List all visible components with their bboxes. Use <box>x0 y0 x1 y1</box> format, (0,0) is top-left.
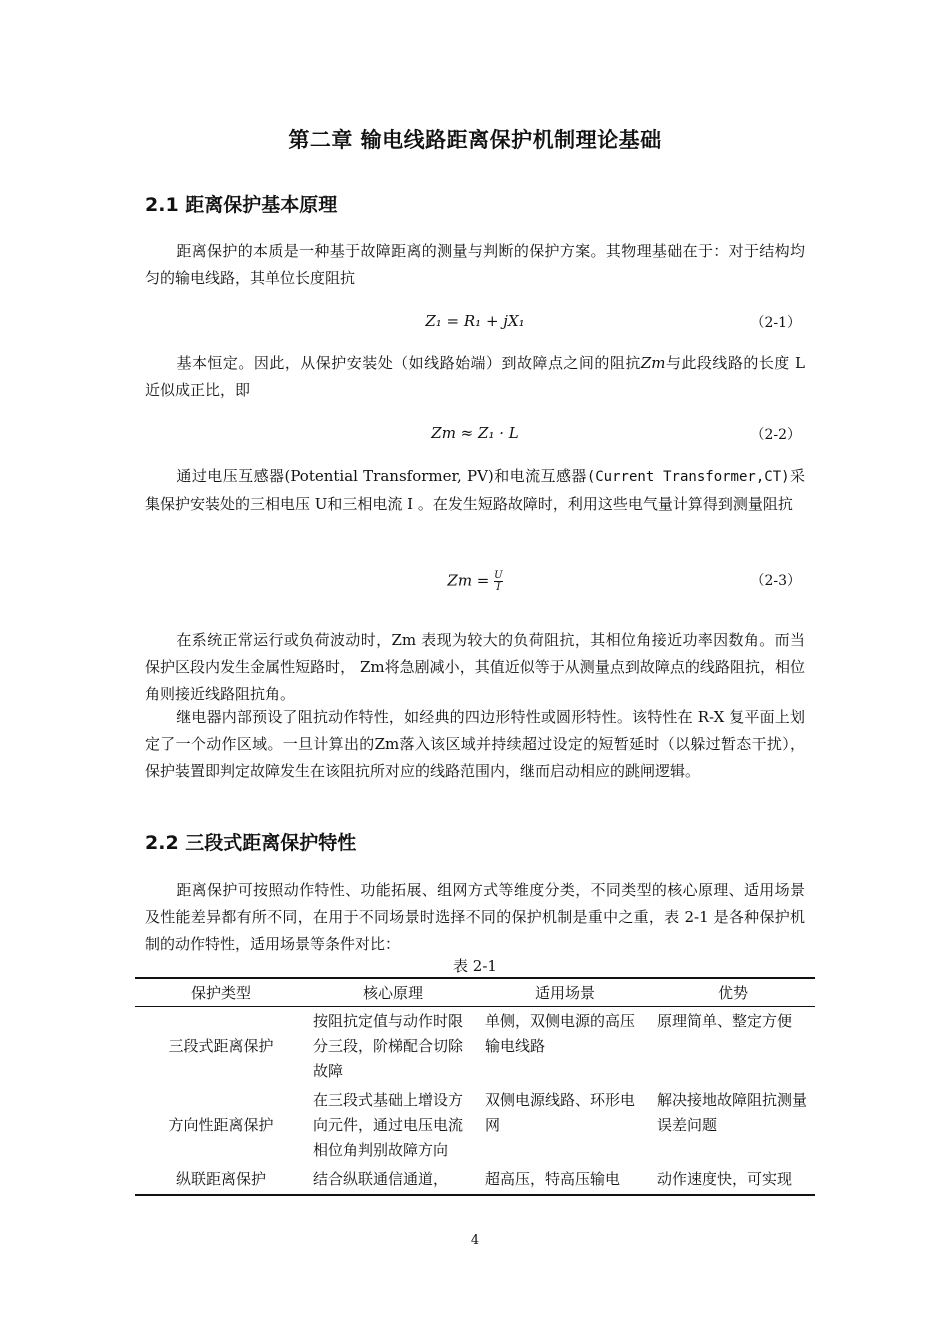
column-header: 核心原理 <box>307 978 479 1007</box>
table-cell: 按阻抗定值与动作时限分三段，阶梯配合切除故障 <box>313 1012 464 1080</box>
page-number: 4 <box>470 1233 480 1248</box>
paragraph <box>145 704 805 785</box>
paragraph <box>145 463 805 518</box>
chapter-title: 第二章 输电线路距离保护机制理论基础 <box>288 128 662 152</box>
column-header: 优势 <box>651 978 815 1007</box>
paragraph <box>145 238 805 292</box>
fraction <box>494 570 502 593</box>
equation-lhs: Zm = <box>447 571 490 590</box>
paragraph-text: 距离保护可按照动作特性、功能拓展、组网方式等维度分类，不同类型的核心原理、适用场景及性能差异都有所不同，在用于不同场景时选择不同的保护机制是重中之重，表 2-1 是各种保护机制的动作特性，适用场景等条件对比： <box>145 881 805 953</box>
equation-2-3 <box>145 570 805 600</box>
paragraph-text: 采集保护安装处的三相电压 U和三相电流 I 。在发生短路故障时，利用这些电气量计算得到测量阻抗 <box>145 467 805 513</box>
equation-number: （2-3） <box>750 573 801 589</box>
paragraph-text: 基本恒定。因此，从保护安装处（如线路始端）到故障点之间的阻抗 <box>176 354 641 372</box>
table-cell: 解决接地故障阻抗测量误差问题 <box>657 1091 808 1134</box>
table-row <box>135 1007 815 1087</box>
paragraph-text: 距离保护的本质是一种基于故障距离的测量与判断的保护方案。其物理基础在于：对于结构均匀的输电线路，其单位长度阻抗 <box>145 242 805 287</box>
symbol-zm: Zm <box>640 354 666 372</box>
equation-2-1 <box>145 312 805 342</box>
paragraph <box>145 350 805 404</box>
table-row <box>135 1165 815 1195</box>
paragraph-text: 在系统正常运行或负荷波动时，Zm 表现为较大的负荷阻抗，其相位角接近功率因数角。而当保护区段内发生金属性短路时， Zm将急剧减小，其值近似等于从测量点到故障点的线路阻抗，相位角则接近线路阻抗角。 <box>145 631 805 703</box>
section-title-2-2: 2.2 三段式距离保护特性 <box>145 832 357 854</box>
equation-2-2 <box>145 424 805 454</box>
paragraph <box>145 877 805 958</box>
table-cell: 结合纵联通信通道， <box>307 1165 479 1195</box>
table-cell: 超高压，特高压输电 <box>479 1165 651 1195</box>
equation-formula <box>145 570 805 593</box>
paragraph-text: (Current Transformer,CT) <box>586 469 790 485</box>
fraction-numerator: U <box>494 570 503 581</box>
paragraph <box>145 627 805 708</box>
table-cell: 纵联距离保护 <box>135 1165 307 1195</box>
equation-number: （2-1） <box>750 315 801 331</box>
table-cell: 单侧，双侧电源的高压输电线路 <box>485 1012 636 1055</box>
equation-number: （2-2） <box>750 427 801 443</box>
table-cell: 方向性距离保护 <box>168 1116 274 1134</box>
table-cell: 动作速度快，可实现 <box>651 1165 815 1195</box>
table-caption: 表 2-1 <box>453 957 497 975</box>
paragraph-text: 继电器内部预设了阻抗动作特性，如经典的四边形特性或圆形特性。该特性在 R-X 复平面上划定了一个动作区域。一旦计算出的Zm落入该区域并持续超过设定的短暂延时（以躲过暂态干扰），保护装置即判定故障发生在该阻抗所对应的线路范围内，继而启动相应的跳闸逻辑。 <box>145 708 805 780</box>
table-row <box>135 1086 815 1165</box>
table-cell: 原理简单、整定方便 <box>657 1012 793 1030</box>
equation-formula: Z₁ = R₁ + jX₁ <box>425 312 525 330</box>
comparison-table <box>135 977 815 1196</box>
table-cell: 双侧电源线路、环形电网 <box>485 1091 636 1134</box>
paragraph-text: 通过电压互感器(Potential Transformer, PV)和电流互感器 <box>176 467 587 485</box>
paragraph-text: 与此段线路的长度 L 近似成正比，即 <box>145 354 805 399</box>
table-cell: 在三段式基础上增设方向元件，通过电压电流相位角判别故障方向 <box>313 1091 464 1159</box>
column-header: 保护类型 <box>135 978 307 1007</box>
table-cell: 三段式距离保护 <box>168 1037 274 1055</box>
section-title-2-1: 2.1 距离保护基本原理 <box>145 194 338 216</box>
table-header-row <box>135 978 815 1007</box>
fraction-denominator: I <box>494 581 502 593</box>
column-header: 适用场景 <box>479 978 651 1007</box>
equation-formula: Zm ≈ Z₁ · L <box>431 424 519 442</box>
